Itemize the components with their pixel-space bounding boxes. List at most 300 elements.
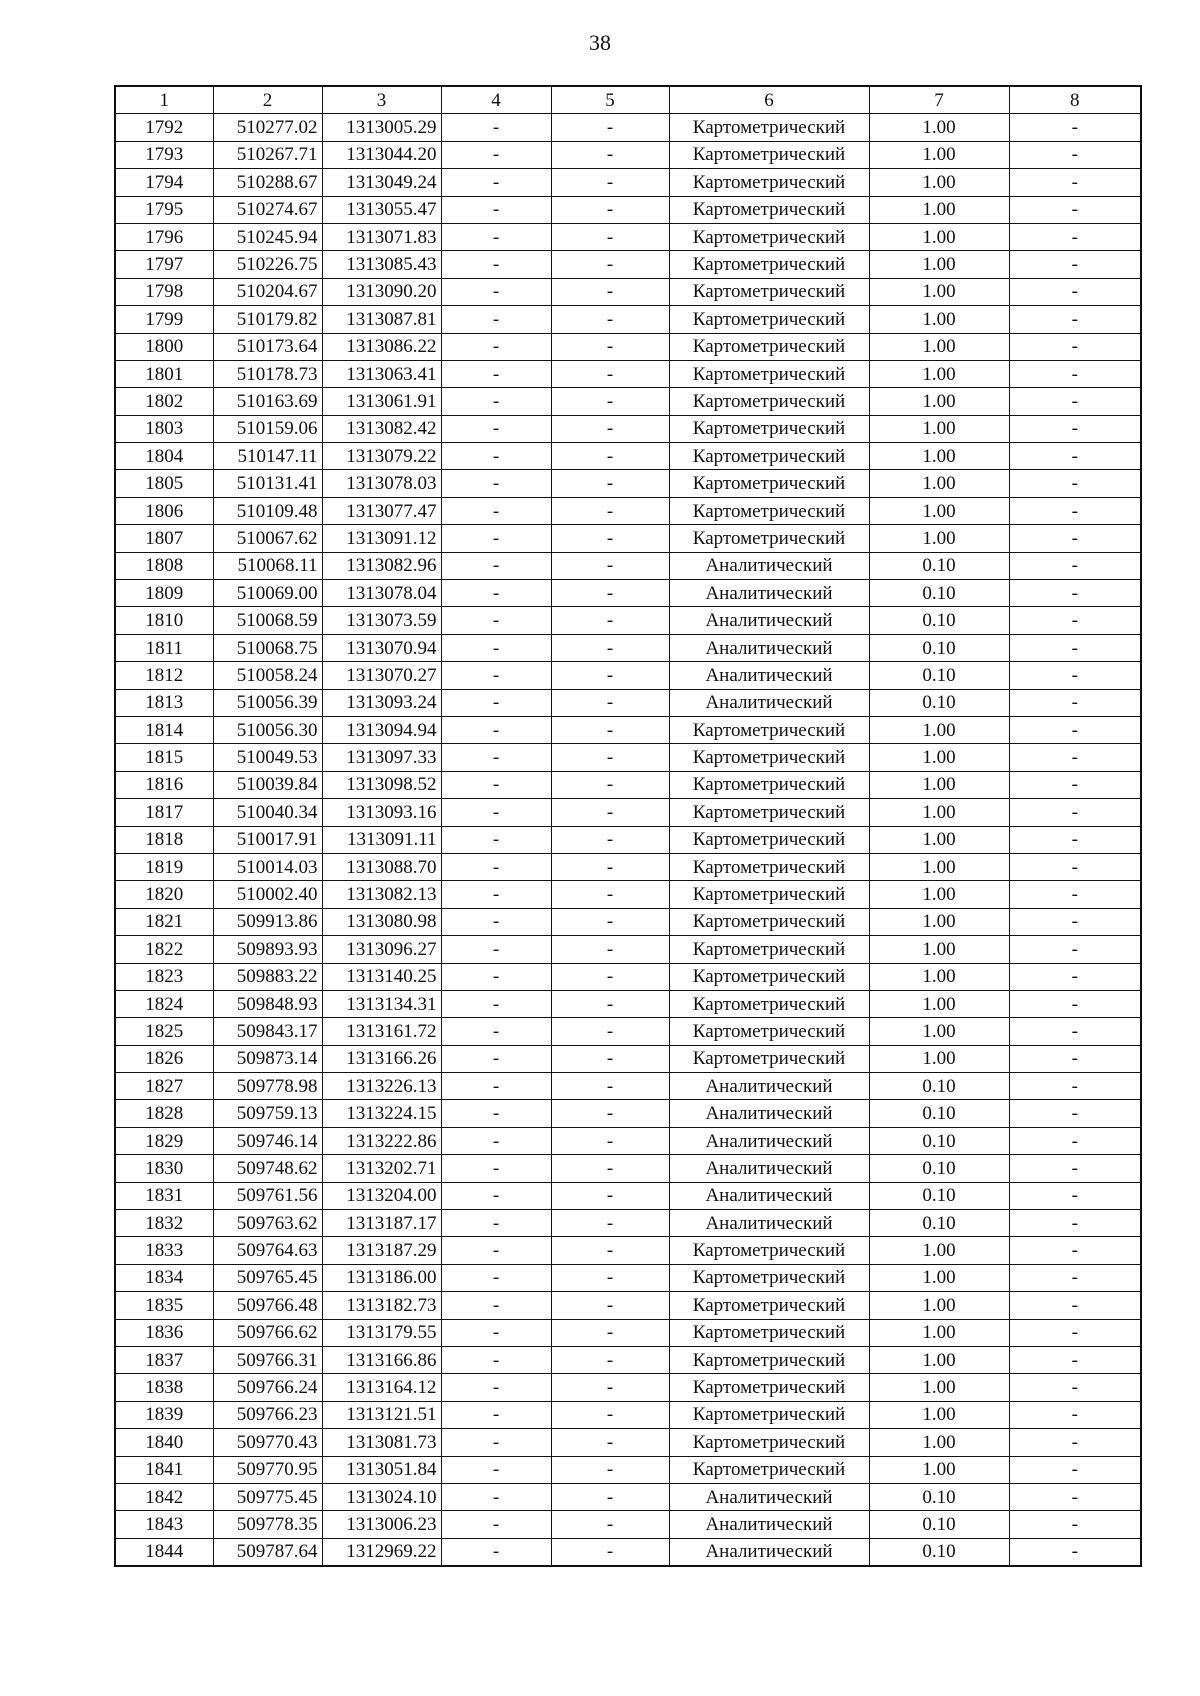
method-cell: Картометрический — [669, 908, 869, 935]
col8-cell: - — [1009, 278, 1141, 305]
point-number-cell: 1796 — [115, 223, 213, 250]
point-number-cell: 1841 — [115, 1456, 213, 1483]
col4-cell: - — [441, 1346, 551, 1373]
table-row — [115, 689, 1141, 716]
method-cell: Аналитический — [669, 580, 869, 607]
col4-cell: - — [441, 1483, 551, 1510]
col5-cell: - — [551, 744, 669, 771]
point-number-cell: 1818 — [115, 826, 213, 853]
col4-cell: - — [441, 497, 551, 524]
col5-cell: - — [551, 1346, 669, 1373]
point-number-cell: 1823 — [115, 963, 213, 990]
y-coordinate-cell: 1313166.26 — [322, 1045, 441, 1072]
accuracy-cell: 0.10 — [869, 1483, 1009, 1510]
col5-cell: - — [551, 689, 669, 716]
x-coordinate-cell: 510267.71 — [213, 141, 322, 168]
accuracy-cell: 1.00 — [869, 1018, 1009, 1045]
y-coordinate-cell: 1313061.91 — [322, 388, 441, 415]
method-cell: Картометрический — [669, 223, 869, 250]
accuracy-cell: 1.00 — [869, 1264, 1009, 1291]
table-row — [115, 251, 1141, 278]
method-cell: Картометрический — [669, 497, 869, 524]
method-cell: Картометрический — [669, 196, 869, 223]
accuracy-cell: 0.10 — [869, 552, 1009, 579]
accuracy-cell: 1.00 — [869, 1456, 1009, 1483]
point-number-cell: 1819 — [115, 853, 213, 880]
accuracy-cell: 0.10 — [869, 662, 1009, 689]
table-body — [115, 114, 1141, 1566]
y-coordinate-cell: 1313202.71 — [322, 1155, 441, 1182]
point-number-cell: 1807 — [115, 525, 213, 552]
column-header-5: 5 — [551, 86, 669, 114]
col5-cell: - — [551, 1045, 669, 1072]
x-coordinate-cell: 510178.73 — [213, 360, 322, 387]
point-number-cell: 1830 — [115, 1155, 213, 1182]
col8-cell: - — [1009, 1346, 1141, 1373]
col8-cell: - — [1009, 141, 1141, 168]
col8-cell: - — [1009, 497, 1141, 524]
accuracy-cell: 0.10 — [869, 689, 1009, 716]
y-coordinate-cell: 1313079.22 — [322, 443, 441, 470]
accuracy-cell: 1.00 — [869, 223, 1009, 250]
point-number-cell: 1838 — [115, 1374, 213, 1401]
col5-cell: - — [551, 990, 669, 1017]
y-coordinate-cell: 1313204.00 — [322, 1182, 441, 1209]
col5-cell: - — [551, 963, 669, 990]
col5-cell: - — [551, 771, 669, 798]
point-number-cell: 1831 — [115, 1182, 213, 1209]
y-coordinate-cell: 1313078.04 — [322, 580, 441, 607]
table-row — [115, 1483, 1141, 1510]
y-coordinate-cell: 1313078.03 — [322, 470, 441, 497]
x-coordinate-cell: 510173.64 — [213, 333, 322, 360]
accuracy-cell: 0.10 — [869, 1127, 1009, 1154]
col5-cell: - — [551, 662, 669, 689]
col8-cell: - — [1009, 388, 1141, 415]
x-coordinate-cell: 510002.40 — [213, 881, 322, 908]
col8-cell: - — [1009, 1018, 1141, 1045]
method-cell: Аналитический — [669, 1100, 869, 1127]
col4-cell: - — [441, 853, 551, 880]
column-header-7: 7 — [869, 86, 1009, 114]
point-number-cell: 1837 — [115, 1346, 213, 1373]
point-number-cell: 1815 — [115, 744, 213, 771]
accuracy-cell: 1.00 — [869, 1346, 1009, 1373]
col5-cell: - — [551, 1292, 669, 1319]
method-cell: Картометрический — [669, 443, 869, 470]
col5-cell: - — [551, 634, 669, 661]
y-coordinate-cell: 1313140.25 — [322, 963, 441, 990]
col4-cell: - — [441, 1264, 551, 1291]
y-coordinate-cell: 1313044.20 — [322, 141, 441, 168]
col4-cell: - — [441, 1511, 551, 1538]
col8-cell: - — [1009, 1374, 1141, 1401]
point-number-cell: 1821 — [115, 908, 213, 935]
table-row — [115, 1045, 1141, 1072]
y-coordinate-cell: 1313091.12 — [322, 525, 441, 552]
col5-cell: - — [551, 1155, 669, 1182]
y-coordinate-cell: 1313186.00 — [322, 1264, 441, 1291]
col8-cell: - — [1009, 196, 1141, 223]
col4-cell: - — [441, 306, 551, 333]
y-coordinate-cell: 1313005.29 — [322, 114, 441, 141]
table-row — [115, 634, 1141, 661]
point-number-cell: 1816 — [115, 771, 213, 798]
table-row — [115, 1429, 1141, 1456]
accuracy-cell: 0.10 — [869, 1511, 1009, 1538]
method-cell: Картометрический — [669, 853, 869, 880]
point-number-cell: 1809 — [115, 580, 213, 607]
y-coordinate-cell: 1313070.94 — [322, 634, 441, 661]
accuracy-cell: 0.10 — [869, 580, 1009, 607]
col8-cell: - — [1009, 306, 1141, 333]
col8-cell: - — [1009, 580, 1141, 607]
table-row — [115, 1374, 1141, 1401]
col5-cell: - — [551, 1429, 669, 1456]
col4-cell: - — [441, 936, 551, 963]
point-number-cell: 1800 — [115, 333, 213, 360]
x-coordinate-cell: 510068.75 — [213, 634, 322, 661]
col4-cell: - — [441, 525, 551, 552]
col5-cell: - — [551, 415, 669, 442]
col8-cell: - — [1009, 1127, 1141, 1154]
accuracy-cell: 0.10 — [869, 607, 1009, 634]
method-cell: Картометрический — [669, 1292, 869, 1319]
y-coordinate-cell: 1313055.47 — [322, 196, 441, 223]
method-cell: Картометрический — [669, 881, 869, 908]
point-number-cell: 1826 — [115, 1045, 213, 1072]
col8-cell: - — [1009, 1456, 1141, 1483]
point-number-cell: 1840 — [115, 1429, 213, 1456]
x-coordinate-cell: 510068.11 — [213, 552, 322, 579]
method-cell: Аналитический — [669, 1511, 869, 1538]
col4-cell: - — [441, 662, 551, 689]
x-coordinate-cell: 510039.84 — [213, 771, 322, 798]
point-number-cell: 1824 — [115, 990, 213, 1017]
table-row — [115, 1210, 1141, 1237]
coordinates-table — [114, 85, 1142, 1567]
y-coordinate-cell: 1313182.73 — [322, 1292, 441, 1319]
col4-cell: - — [441, 689, 551, 716]
method-cell: Картометрический — [669, 936, 869, 963]
method-cell: Аналитический — [669, 689, 869, 716]
col4-cell: - — [441, 1155, 551, 1182]
x-coordinate-cell: 509748.62 — [213, 1155, 322, 1182]
col4-cell: - — [441, 223, 551, 250]
col4-cell: - — [441, 826, 551, 853]
col4-cell: - — [441, 1374, 551, 1401]
point-number-cell: 1842 — [115, 1483, 213, 1510]
col4-cell: - — [441, 388, 551, 415]
x-coordinate-cell: 510226.75 — [213, 251, 322, 278]
point-number-cell: 1811 — [115, 634, 213, 661]
table-row — [115, 306, 1141, 333]
method-cell: Картометрический — [669, 1237, 869, 1264]
point-number-cell: 1839 — [115, 1401, 213, 1428]
x-coordinate-cell: 510056.30 — [213, 716, 322, 743]
col8-cell: - — [1009, 251, 1141, 278]
table-row — [115, 443, 1141, 470]
col4-cell: - — [441, 1401, 551, 1428]
col5-cell: - — [551, 470, 669, 497]
x-coordinate-cell: 509778.98 — [213, 1073, 322, 1100]
method-cell: Картометрический — [669, 1045, 869, 1072]
x-coordinate-cell: 509770.95 — [213, 1456, 322, 1483]
y-coordinate-cell: 1313224.15 — [322, 1100, 441, 1127]
accuracy-cell: 1.00 — [869, 114, 1009, 141]
table-row — [115, 552, 1141, 579]
column-header-4: 4 — [441, 86, 551, 114]
col5-cell: - — [551, 936, 669, 963]
table-row — [115, 278, 1141, 305]
col5-cell: - — [551, 114, 669, 141]
col5-cell: - — [551, 1182, 669, 1209]
method-cell: Картометрический — [669, 1346, 869, 1373]
x-coordinate-cell: 509759.13 — [213, 1100, 322, 1127]
y-coordinate-cell: 1312969.22 — [322, 1538, 441, 1566]
col4-cell: - — [441, 1182, 551, 1209]
col8-cell: - — [1009, 826, 1141, 853]
col8-cell: - — [1009, 881, 1141, 908]
method-cell: Картометрический — [669, 990, 869, 1017]
point-number-cell: 1799 — [115, 306, 213, 333]
col8-cell: - — [1009, 1319, 1141, 1346]
table-row — [115, 1155, 1141, 1182]
method-cell: Картометрический — [669, 1401, 869, 1428]
x-coordinate-cell: 509893.93 — [213, 936, 322, 963]
x-coordinate-cell: 509766.48 — [213, 1292, 322, 1319]
x-coordinate-cell: 510068.59 — [213, 607, 322, 634]
column-header-3: 3 — [322, 86, 441, 114]
method-cell: Картометрический — [669, 1319, 869, 1346]
col8-cell: - — [1009, 525, 1141, 552]
col4-cell: - — [441, 963, 551, 990]
point-number-cell: 1803 — [115, 415, 213, 442]
point-number-cell: 1797 — [115, 251, 213, 278]
method-cell: Картометрический — [669, 1456, 869, 1483]
table-row — [115, 1401, 1141, 1428]
y-coordinate-cell: 1313085.43 — [322, 251, 441, 278]
method-cell: Аналитический — [669, 662, 869, 689]
point-number-cell: 1825 — [115, 1018, 213, 1045]
col4-cell: - — [441, 552, 551, 579]
x-coordinate-cell: 510245.94 — [213, 223, 322, 250]
method-cell: Аналитический — [669, 1073, 869, 1100]
method-cell: Картометрический — [669, 525, 869, 552]
table-row — [115, 141, 1141, 168]
y-coordinate-cell: 1313094.94 — [322, 716, 441, 743]
method-cell: Аналитический — [669, 1538, 869, 1566]
col4-cell: - — [441, 1073, 551, 1100]
col4-cell: - — [441, 470, 551, 497]
y-coordinate-cell: 1313226.13 — [322, 1073, 441, 1100]
accuracy-cell: 1.00 — [869, 1319, 1009, 1346]
x-coordinate-cell: 510014.03 — [213, 853, 322, 880]
col4-cell: - — [441, 1210, 551, 1237]
col8-cell: - — [1009, 114, 1141, 141]
y-coordinate-cell: 1313087.81 — [322, 306, 441, 333]
col5-cell: - — [551, 497, 669, 524]
col8-cell: - — [1009, 771, 1141, 798]
x-coordinate-cell: 509764.63 — [213, 1237, 322, 1264]
table-row — [115, 196, 1141, 223]
y-coordinate-cell: 1313166.86 — [322, 1346, 441, 1373]
table-row — [115, 963, 1141, 990]
method-cell: Картометрический — [669, 1429, 869, 1456]
y-coordinate-cell: 1313077.47 — [322, 497, 441, 524]
accuracy-cell: 1.00 — [869, 470, 1009, 497]
col8-cell: - — [1009, 1073, 1141, 1100]
accuracy-cell: 1.00 — [869, 881, 1009, 908]
point-number-cell: 1795 — [115, 196, 213, 223]
col4-cell: - — [441, 799, 551, 826]
y-coordinate-cell: 1313222.86 — [322, 1127, 441, 1154]
method-cell: Картометрический — [669, 963, 869, 990]
accuracy-cell: 1.00 — [869, 908, 1009, 935]
method-cell: Аналитический — [669, 1182, 869, 1209]
y-coordinate-cell: 1313086.22 — [322, 333, 441, 360]
method-cell: Картометрический — [669, 306, 869, 333]
point-number-cell: 1827 — [115, 1073, 213, 1100]
x-coordinate-cell: 509766.23 — [213, 1401, 322, 1428]
table-row — [115, 1292, 1141, 1319]
table-row — [115, 936, 1141, 963]
col8-cell: - — [1009, 853, 1141, 880]
col5-cell: - — [551, 388, 669, 415]
col8-cell: - — [1009, 223, 1141, 250]
accuracy-cell: 1.00 — [869, 799, 1009, 826]
col8-cell: - — [1009, 936, 1141, 963]
col5-cell: - — [551, 1483, 669, 1510]
accuracy-cell: 1.00 — [869, 278, 1009, 305]
method-cell: Картометрический — [669, 360, 869, 387]
table-row — [115, 799, 1141, 826]
page-number: 38 — [589, 30, 611, 55]
table-row — [115, 360, 1141, 387]
point-number-cell: 1804 — [115, 443, 213, 470]
col5-cell: - — [551, 799, 669, 826]
accuracy-cell: 1.00 — [869, 1237, 1009, 1264]
col8-cell: - — [1009, 1401, 1141, 1428]
col5-cell: - — [551, 580, 669, 607]
col8-cell: - — [1009, 1264, 1141, 1291]
point-number-cell: 1828 — [115, 1100, 213, 1127]
table-row — [115, 1538, 1141, 1566]
accuracy-cell: 1.00 — [869, 251, 1009, 278]
col4-cell: - — [441, 1292, 551, 1319]
accuracy-cell: 1.00 — [869, 1045, 1009, 1072]
col4-cell: - — [441, 607, 551, 634]
point-number-cell: 1829 — [115, 1127, 213, 1154]
x-coordinate-cell: 509775.45 — [213, 1483, 322, 1510]
table-row — [115, 223, 1141, 250]
method-cell: Картометрический — [669, 278, 869, 305]
col4-cell: - — [441, 443, 551, 470]
point-number-cell: 1835 — [115, 1292, 213, 1319]
x-coordinate-cell: 510204.67 — [213, 278, 322, 305]
y-coordinate-cell: 1313091.11 — [322, 826, 441, 853]
table-row — [115, 333, 1141, 360]
col4-cell: - — [441, 415, 551, 442]
table-row — [115, 1127, 1141, 1154]
col4-cell: - — [441, 251, 551, 278]
x-coordinate-cell: 510274.67 — [213, 196, 322, 223]
table-header-row — [115, 86, 1141, 114]
col4-cell: - — [441, 141, 551, 168]
table-row — [115, 881, 1141, 908]
x-coordinate-cell: 509763.62 — [213, 1210, 322, 1237]
x-coordinate-cell: 509843.17 — [213, 1018, 322, 1045]
table-row — [115, 826, 1141, 853]
accuracy-cell: 1.00 — [869, 333, 1009, 360]
table-row — [115, 990, 1141, 1017]
accuracy-cell: 0.10 — [869, 634, 1009, 661]
col5-cell: - — [551, 1374, 669, 1401]
point-number-cell: 1843 — [115, 1511, 213, 1538]
point-number-cell: 1817 — [115, 799, 213, 826]
table-row — [115, 1018, 1141, 1045]
x-coordinate-cell: 509778.35 — [213, 1511, 322, 1538]
table-row — [115, 470, 1141, 497]
accuracy-cell: 1.00 — [869, 1292, 1009, 1319]
method-cell: Аналитический — [669, 552, 869, 579]
col4-cell: - — [441, 1127, 551, 1154]
column-header-6: 6 — [669, 86, 869, 114]
y-coordinate-cell: 1313006.23 — [322, 1511, 441, 1538]
x-coordinate-cell: 509761.56 — [213, 1182, 322, 1209]
y-coordinate-cell: 1313063.41 — [322, 360, 441, 387]
x-coordinate-cell: 510277.02 — [213, 114, 322, 141]
x-coordinate-cell: 510288.67 — [213, 169, 322, 196]
table-row — [115, 853, 1141, 880]
col5-cell: - — [551, 881, 669, 908]
table-row — [115, 415, 1141, 442]
method-cell: Аналитический — [669, 634, 869, 661]
point-number-cell: 1812 — [115, 662, 213, 689]
method-cell: Картометрический — [669, 470, 869, 497]
col5-cell: - — [551, 223, 669, 250]
method-cell: Картометрический — [669, 388, 869, 415]
col5-cell: - — [551, 1237, 669, 1264]
table-row — [115, 525, 1141, 552]
point-number-cell: 1810 — [115, 607, 213, 634]
accuracy-cell: 0.10 — [869, 1538, 1009, 1566]
table-row — [115, 388, 1141, 415]
method-cell: Картометрический — [669, 771, 869, 798]
accuracy-cell: 1.00 — [869, 141, 1009, 168]
table-row — [115, 1511, 1141, 1538]
col5-cell: - — [551, 196, 669, 223]
x-coordinate-cell: 509787.64 — [213, 1538, 322, 1566]
point-number-cell: 1836 — [115, 1319, 213, 1346]
col8-cell: - — [1009, 963, 1141, 990]
accuracy-cell: 0.10 — [869, 1073, 1009, 1100]
col5-cell: - — [551, 333, 669, 360]
table-row — [115, 1346, 1141, 1373]
x-coordinate-cell: 509766.24 — [213, 1374, 322, 1401]
x-coordinate-cell: 509770.43 — [213, 1429, 322, 1456]
col5-cell: - — [551, 306, 669, 333]
y-coordinate-cell: 1313071.83 — [322, 223, 441, 250]
accuracy-cell: 1.00 — [869, 415, 1009, 442]
x-coordinate-cell: 510159.06 — [213, 415, 322, 442]
col4-cell: - — [441, 1237, 551, 1264]
col5-cell: - — [551, 1264, 669, 1291]
col8-cell: - — [1009, 634, 1141, 661]
accuracy-cell: 0.10 — [869, 1210, 1009, 1237]
y-coordinate-cell: 1313179.55 — [322, 1319, 441, 1346]
accuracy-cell: 1.00 — [869, 360, 1009, 387]
